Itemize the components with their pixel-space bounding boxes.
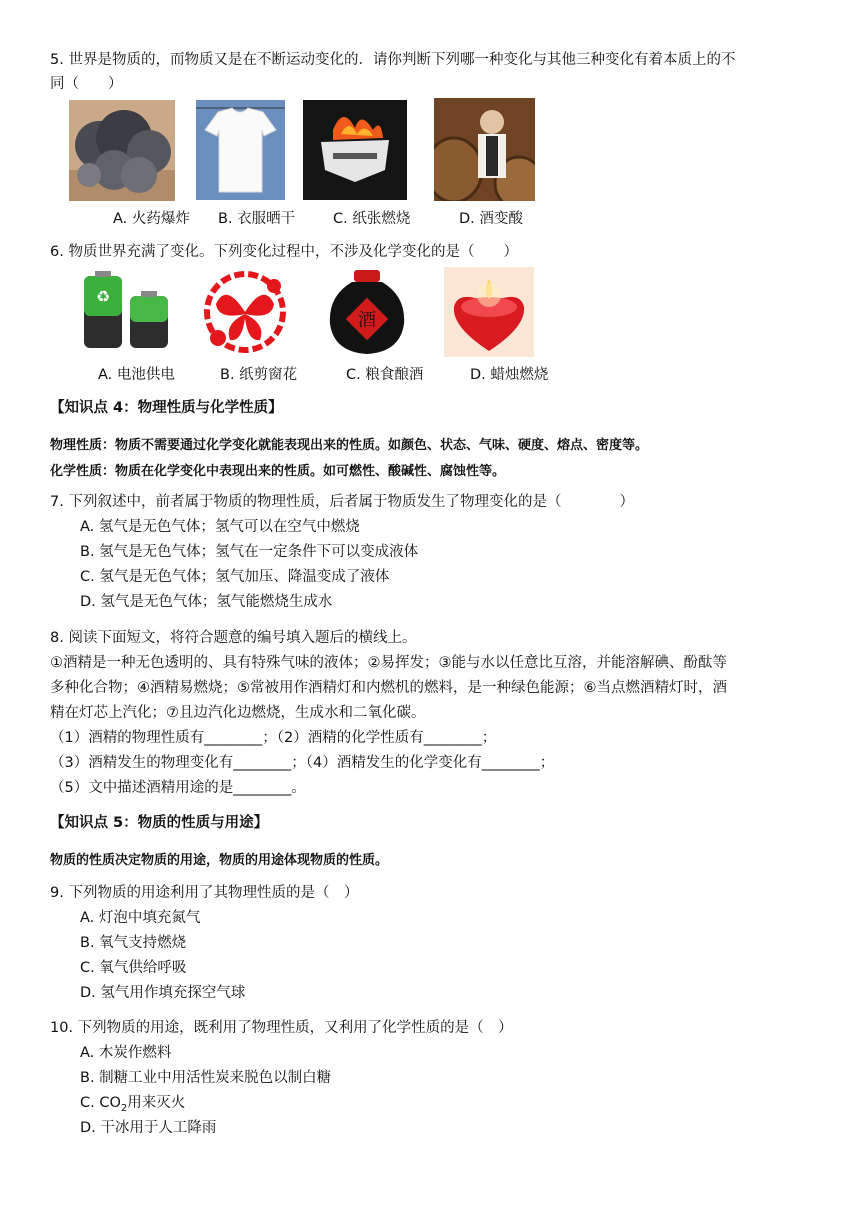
q7-option-d[interactable]: D. 氢气是无色气体；氢气能燃烧生成水 xyxy=(80,594,333,610)
q5-option-c[interactable]: C. 纸张燃烧 xyxy=(333,211,411,227)
battery-photo xyxy=(80,270,174,354)
wine-tasting-photo xyxy=(434,98,535,201)
q5-option-b[interactable]: B. 衣服晒干 xyxy=(218,211,296,227)
q6-option-a[interactable]: A. 电池供电 xyxy=(98,367,175,383)
q9-option-c[interactable]: C. 氧气供给呼吸 xyxy=(80,960,187,976)
q9-option-a[interactable]: A. 灯泡中填充氮气 xyxy=(80,910,201,926)
q5-stem-line2: 同（ ） xyxy=(50,76,123,92)
q10-option-c-text: 用来灭火 xyxy=(127,1095,186,1111)
q10-stem: 10. 下列物质的用途，既利用了物理性质，又利用了化学性质的是（ ） xyxy=(50,1020,513,1036)
q9-stem: 9. 下列物质的用途利用了其物理性质的是（ ） xyxy=(50,885,359,901)
q10-option-c-formula: C. CO xyxy=(80,1095,121,1111)
kp5-heading: 【知识点 5：物质的性质与用途】 xyxy=(50,815,269,831)
q9-option-b[interactable]: B. 氧气支持燃烧 xyxy=(80,935,187,951)
q8-blank-line1[interactable]: （1）酒精的物理性质有________；（2）酒精的化学性质有________； xyxy=(50,730,497,746)
q8-passage-line1: ①酒精是一种无色透明的、具有特殊气味的液体；②易挥发；③能与水以任意比互溶，并能溶解碘、酚酞等 xyxy=(50,655,727,671)
kp4-note-physical: 物理性质：物质不需要通过化学变化就能表现出来的性质。如颜色、状态、气味、硬度、熔点、密度等。 xyxy=(50,438,649,453)
burning-paper-photo xyxy=(303,100,407,200)
q10-option-b[interactable]: B. 制糖工业中用活性炭来脱色以制白糖 xyxy=(80,1070,332,1086)
q7-stem: 7. 下列叙述中，前者属于物质的物理性质，后者属于物质发生了物理变化的是（ ） xyxy=(50,494,634,510)
q8-stem: 8. 阅读下面短文，将符合题意的编号填入题后的横线上。 xyxy=(50,630,417,646)
q8-blank-line3[interactable]: （5）文中描述酒精用途的是________。 xyxy=(50,780,306,796)
q10-option-c[interactable] xyxy=(80,1093,185,1119)
q5-option-a[interactable]: A. 火药爆炸 xyxy=(113,211,190,227)
jar-label-char: 酒 xyxy=(358,310,376,331)
q6-option-d[interactable]: D. 蜡烛燃烧 xyxy=(470,367,549,383)
candle-photo xyxy=(444,267,534,357)
tshirt-photo xyxy=(196,100,285,200)
q10-option-d[interactable]: D. 干冰用于人工降雨 xyxy=(80,1120,217,1136)
q7-option-b[interactable]: B. 氢气是无色气体；氢气在一定条件下可以变成液体 xyxy=(80,544,419,560)
q5-stem-line1: 5. 世界是物质的，而物质又是在不断运动变化的．请你判断下列哪一种变化与其他三种变化有着本质上的不 xyxy=(50,52,736,68)
q6-option-b[interactable]: B. 纸剪窗花 xyxy=(220,367,298,383)
q8-passage-line2: 多种化合物；④酒精易燃烧；⑤常被用作酒精灯和内燃机的燃料，是一种绿色能源；⑥当点燃酒精灯时，酒 xyxy=(50,680,727,696)
q8-passage-line3: 精在灯芯上汽化；⑦且边汽化边燃烧，生成水和二氧化碳。 xyxy=(50,705,426,721)
wine-jar-photo xyxy=(326,268,408,356)
q10-option-a[interactable]: A. 木炭作燃料 xyxy=(80,1045,172,1061)
q9-option-d[interactable]: D. 氢气用作填充探空气球 xyxy=(80,985,246,1001)
kp5-note: 物质的性质决定物质的用途，物质的用途体现物质的性质。 xyxy=(50,853,389,868)
paper-cutting-photo xyxy=(198,268,293,356)
q7-option-c[interactable]: C. 氢气是无色气体；氢气加压、降温变成了液体 xyxy=(80,569,390,585)
explosion-photo xyxy=(69,100,175,201)
q8-blank-line2[interactable]: （3）酒精发生的物理变化有________；（4）酒精发生的化学变化有________； xyxy=(50,755,555,771)
svg-text:♻: ♻ xyxy=(95,287,111,306)
kp4-heading: 【知识点 4：物理性质与化学性质】 xyxy=(50,400,283,416)
q6-option-c[interactable]: C. 粮食酿酒 xyxy=(346,367,424,383)
q5-option-d[interactable]: D. 酒变酸 xyxy=(459,211,523,227)
kp4-note-chemical: 化学性质：物质在化学变化中表现出来的性质。如可燃性、酸碱性、腐蚀性等。 xyxy=(50,464,506,479)
q6-stem: 6. 物质世界充满了变化。下列变化过程中，不涉及化学变化的是（ ） xyxy=(50,244,518,260)
q7-option-a[interactable]: A. 氢气是无色气体；氢气可以在空气中燃烧 xyxy=(80,519,360,535)
q10-option-c-subscript: 2 xyxy=(120,1102,128,1114)
